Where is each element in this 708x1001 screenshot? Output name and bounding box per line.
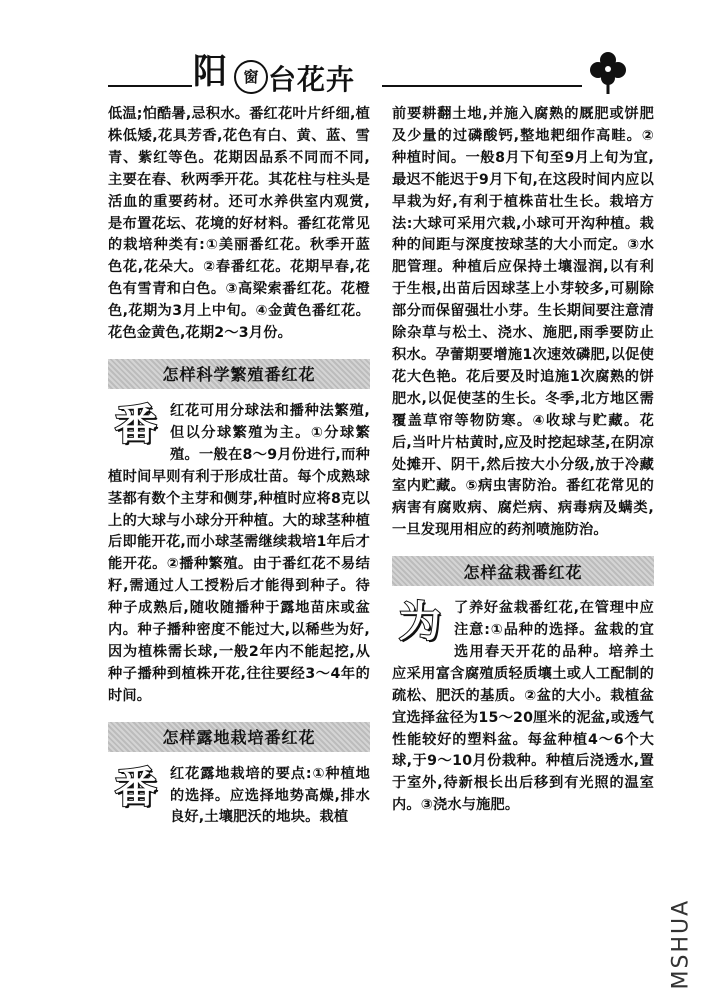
drop-cap: 为: [398, 597, 442, 647]
potted-text: 了养好盆栽番红花,在管理中应注意:①品种的选择。盆栽的宜选用春天开花的品种。培养土应采用富含腐殖质轻质壤土或人工配制的疏松、肥沃的基质。②盆的大小。栽植盆宜选择盆径为15～20厘米的泥盆,或透气性能较好的塑料盆。每盆种植4～6个大球,于9～10月份栽种。种植后浇透水,置于室外,待新根长出后移到有光照的温室内。③浇水与施肥。: [392, 600, 654, 814]
header-rule-right: [382, 85, 582, 87]
outdoor-text: 红花露地栽培的要点:①种植地的选择。应选择地势高燥,排水良好,土壤肥沃的地块。栽植: [170, 765, 370, 826]
section-title: 怎样露地栽培番红花: [162, 728, 316, 748]
header-title-first: 阳: [193, 52, 228, 92]
flower-ornament-icon: [588, 50, 628, 96]
section-heading-propagation: [108, 359, 370, 389]
header-title-rest: 台花卉: [268, 63, 356, 96]
left-column: [108, 104, 370, 829]
intro-paragraph: 低温;怕酷暑,忌积水。番红花叶片纤细,植株低矮,花具芳香,花色有白、黄、蓝、雪青、紫红等色。花期因品系不同而不同,主要在春、秋两季开花。其花柱与柱头是活血的重要药材。还可水养供室内观赏,是布置花坛、花境的好材料。番红花常见的栽培种类有:①美丽番红花。秋季开蓝色花,花朵大。②春番红花。花期早春,花色有雪青和白色。③高梁索番红花。花橙色,花期为3月上中旬。④金黄色番红花。花色金黄色,花期2～3月份。: [108, 106, 370, 342]
right-column: [392, 104, 654, 817]
drop-cap: 番: [114, 399, 158, 449]
section-title: 怎样科学繁殖番红花: [162, 365, 316, 385]
watermark: [662, 880, 702, 998]
header-title-seal: 窗: [234, 60, 268, 94]
propagation-text: 红花可用分球法和播种法繁殖,但以分球繁殖为主。①分球繁殖。一般在8～9月份进行,而种植时间早则有利于形成壮苗。每个成熟球茎都有数个主芽和侧芽,种植时应将8克以上的大球与小球分开种植。大的球茎种植后即能开花,而小球茎需继续栽培1年后才能开花。②播种繁殖。由于番红花不易结籽,需通过人工授粉后才能得到种子。待种子成熟后,随收随播种于露地苗床或盆内。种子播种密度不能过大,以稀些为好,因为植株需长球,一般2年内不能起挖,从种子播种到植株开花,往往要经3～4年的时间。: [108, 402, 370, 704]
section-title: 怎样盆栽番红花: [463, 562, 583, 582]
outdoor-continued-paragraph: 前要耕翻土地,并施入腐熟的厩肥或饼肥及少量的过磷酸钙,整地耙细作高畦。②种植时间。一般8月下旬至9月上旬为宜,最迟不能迟于9月下旬,在这段时间内应以早栽为好,有利于植株苗壮生长。栽培方法:大球可采用穴栽,小球可开沟种植。栽种的间距与深度按球茎的大小而定。③水肥管理。种植后应保持土壤湿润,以有利于生根,出苗后因球茎上小芽较多,可剔除部分而保留强壮小芽。生长期间要注意清除杂草与松土、浇水、施肥,雨季要防止积水。孕蕾期要增施1次速效磷肥,以促使花大色艳。花后要及时追施1次腐熟的饼肥水,以促使茎的生长。冬季,北方地区需覆盖草帘等物防寒。④收球与贮藏。花后,当叶片枯黄时,应及时挖起球茎,在阴凉处摊开、阴干,然后按大小分级,放于冷藏室内贮藏。⑤病虫害防治。番红花常见的病害有腐败病、腐烂病、病毒病及螨类,一旦发现用相应的药剂喷施防治。: [392, 106, 654, 539]
section-heading-outdoor: [108, 722, 370, 752]
potted-paragraph: [392, 598, 654, 817]
propagation-paragraph: [108, 401, 370, 708]
outdoor-paragraph: [108, 764, 370, 830]
drop-cap: 番: [114, 762, 158, 812]
section-heading-potted: [392, 556, 654, 586]
watermark-text: MSHUA: [668, 898, 694, 990]
page-header: [0, 42, 708, 104]
header-rule-left: [108, 85, 192, 87]
